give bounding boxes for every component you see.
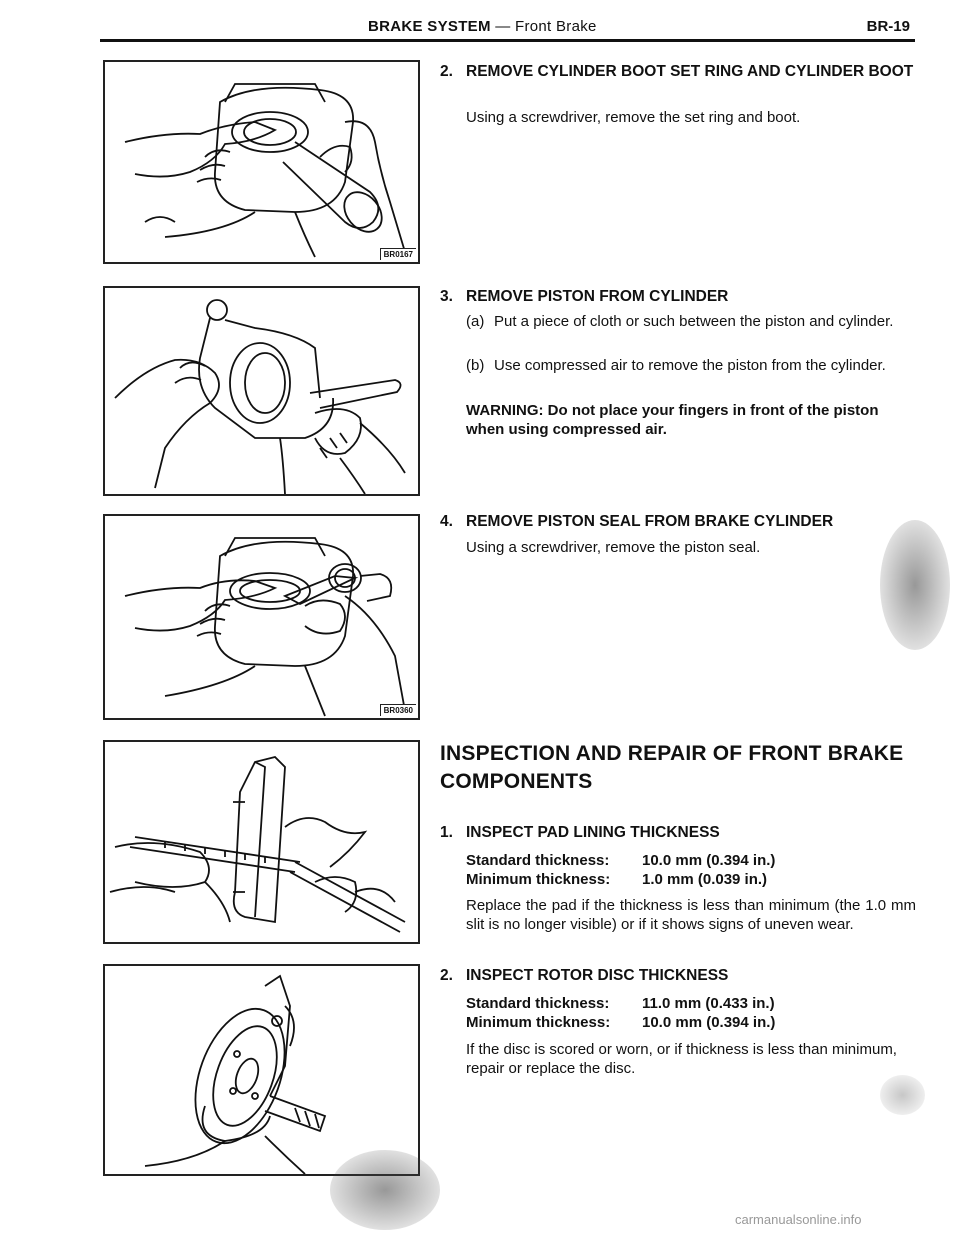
header-rule: [100, 39, 915, 42]
sub-text: Put a piece of cloth or such between the piston and cylinder.: [494, 313, 894, 330]
page-header: [100, 18, 930, 38]
step-3b: [466, 356, 916, 375]
step-2-body: Using a screwdriver, remove the set ring and boot.: [466, 109, 801, 126]
inspect-2-heading: [440, 966, 915, 986]
inspect-1-body: Replace the pad if the thickness is less than minimum (the 1.0 mm slit is no longer visible) or if it shows signs of uneven wear.: [466, 897, 916, 933]
step-number: 4.: [440, 513, 453, 530]
step-title: INSPECT PAD LINING THICKNESS: [466, 824, 720, 841]
spec-value: 10.0 mm (0.394 in.): [642, 852, 776, 869]
inspect-2-body: If the disc is scored or worn, or if thickness is less than minimum, repair or replace the disc.: [466, 1041, 897, 1077]
step-title: REMOVE PISTON SEAL FROM BRAKE CYLINDER: [466, 513, 834, 530]
spec-minimum-pad: [466, 870, 916, 889]
spec-value: 10.0 mm (0.394 in.): [642, 1014, 776, 1031]
pad-measurement-illustration: [105, 742, 418, 942]
spec-value: 1.0 mm (0.039 in.): [642, 871, 768, 888]
step-number: 3.: [440, 288, 453, 305]
watermark: carmanualsonline.info: [735, 1212, 862, 1227]
spec-value: 11.0 mm (0.433 in.): [642, 995, 775, 1012]
scan-smudge: [330, 1150, 440, 1230]
warning-text: WARNING: Do not place your fingers in front of the piston when using compressed air.: [466, 402, 879, 438]
figure-seal-removal: [103, 514, 420, 720]
sub-text: Use compressed air to remove the piston from the cylinder.: [494, 357, 886, 374]
spec-standard-rotor: [466, 994, 916, 1013]
spec-minimum-rotor: [466, 1013, 916, 1032]
step-number: 2.: [440, 967, 453, 984]
spec-label: Standard thickness:: [466, 995, 610, 1012]
inspect-1-heading: [440, 823, 915, 843]
rotor-measurement-illustration: [105, 966, 418, 1174]
step-number: 2.: [440, 63, 453, 80]
spec-label: Minimum thickness:: [466, 1014, 611, 1031]
step-3a: [466, 312, 916, 331]
sub-label: (a): [466, 313, 485, 330]
figure-piston-removal: [103, 286, 420, 496]
sub-label: (b): [466, 357, 485, 374]
figure-rotor-measurement: [103, 964, 420, 1176]
step-number: 1.: [440, 824, 453, 841]
step-4-body: Using a screwdriver, remove the piston seal.: [466, 539, 761, 556]
figure-boot-removal: [103, 60, 420, 264]
spec-label: Minimum thickness:: [466, 871, 611, 888]
seal-removal-illustration: [105, 516, 418, 718]
page-number: BR-19: [866, 18, 910, 35]
step-title: REMOVE PISTON FROM CYLINDER: [466, 288, 729, 305]
figure-code: BR0167: [380, 248, 416, 260]
header-title: [368, 18, 597, 35]
header-title-main: BRAKE SYSTEM: [368, 18, 491, 35]
step-3-heading: [440, 287, 915, 307]
section-title: INSPECTION AND REPAIR OF FRONT BRAKE COMPONENTS: [440, 742, 904, 793]
boot-removal-illustration: [105, 62, 418, 262]
figure-pad-measurement: [103, 740, 420, 944]
spec-standard-pad: [466, 851, 916, 870]
step-title: INSPECT ROTOR DISC THICKNESS: [466, 967, 729, 984]
step-2-heading: [440, 62, 915, 82]
scan-smudge: [880, 1075, 925, 1115]
scan-smudge: [880, 520, 950, 650]
figure-code: BR0360: [380, 704, 416, 716]
header-title-sub: — Front Brake: [490, 18, 597, 35]
step-4-heading: [440, 512, 915, 532]
piston-removal-illustration: [105, 288, 418, 494]
step-title: REMOVE CYLINDER BOOT SET RING AND CYLINDER BOOT: [466, 63, 914, 80]
spec-label: Standard thickness:: [466, 852, 610, 869]
